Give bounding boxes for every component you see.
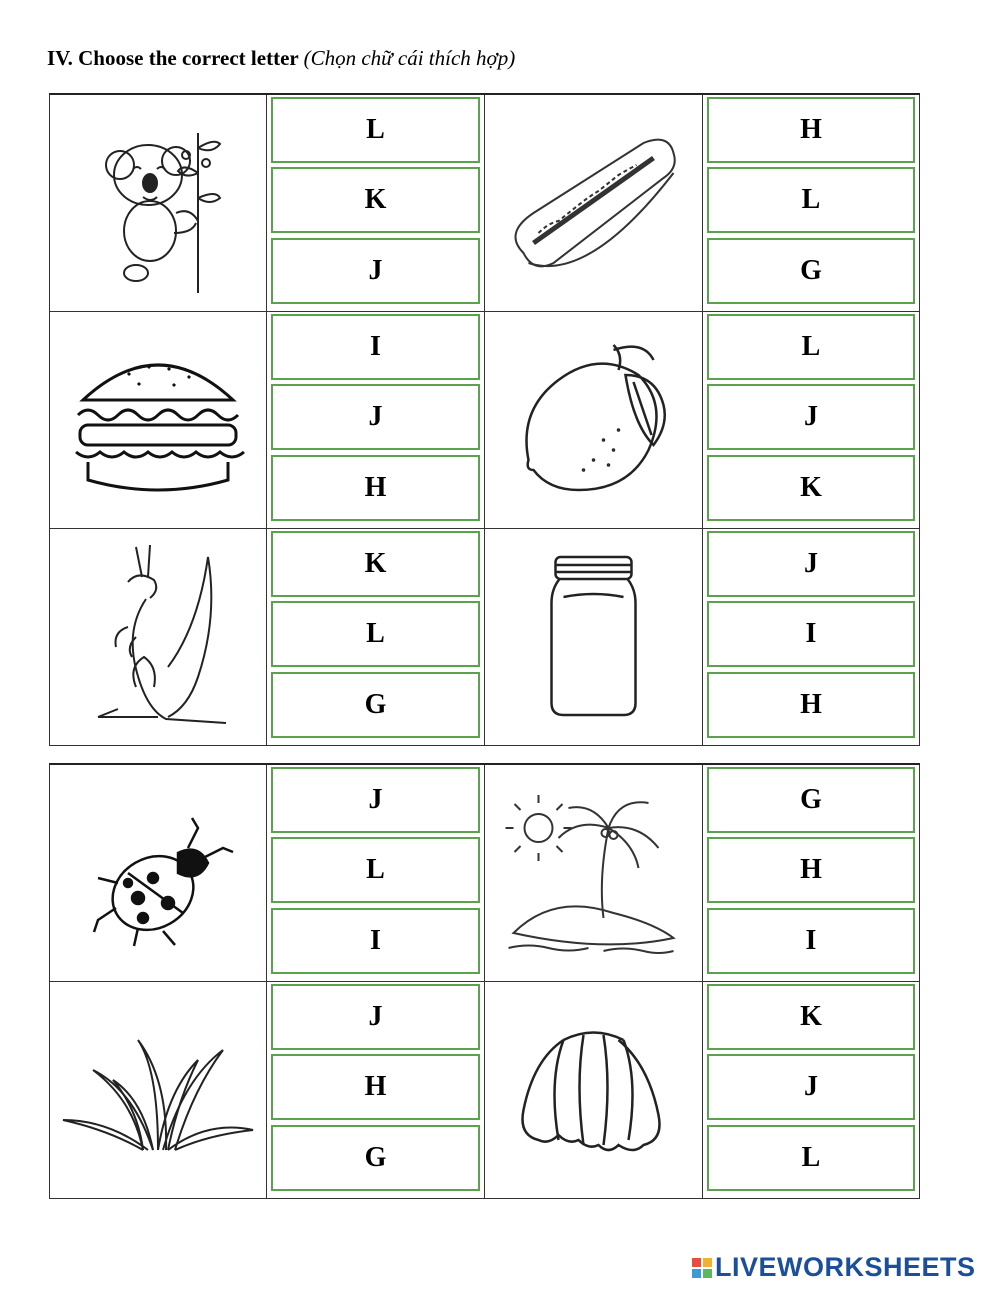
letter-option[interactable]: L: [707, 1125, 915, 1191]
options-cell: [703, 765, 920, 981]
title-main: IV. Choose the correct letter: [47, 46, 299, 70]
picture-cell: [50, 529, 267, 745]
letter-option[interactable]: L: [271, 97, 480, 163]
letter-option[interactable]: H: [271, 455, 480, 521]
letter-option[interactable]: J: [271, 238, 480, 304]
hamburger-picture: [58, 320, 258, 520]
options-cell: [267, 765, 485, 981]
liveworksheets-logo: [692, 1252, 976, 1283]
letter-option[interactable]: L: [707, 167, 915, 233]
picture-cell: [50, 982, 267, 1198]
letter-option[interactable]: J: [707, 531, 915, 597]
letter-option[interactable]: I: [271, 314, 480, 380]
letter-option[interactable]: K: [707, 984, 915, 1050]
logo-square: [703, 1269, 712, 1278]
question-row: [50, 765, 920, 982]
letter-option[interactable]: H: [707, 837, 915, 903]
letter-option[interactable]: K: [707, 455, 915, 521]
question-row: [50, 529, 920, 746]
picture-cell: [485, 312, 703, 528]
picture-cell: [485, 95, 703, 311]
options-cell: [703, 95, 920, 311]
title-sub: (Chọn chữ cái thích hợp): [303, 46, 516, 70]
options-cell: [267, 529, 485, 745]
letter-option[interactable]: I: [271, 908, 480, 974]
lemon-picture: [493, 320, 694, 520]
letter-option[interactable]: J: [271, 384, 480, 450]
letter-option[interactable]: G: [271, 672, 480, 738]
letter-option[interactable]: L: [271, 837, 480, 903]
logo-square: [692, 1258, 701, 1267]
letter-option[interactable]: J: [707, 1054, 915, 1120]
exercise-title: [47, 46, 515, 71]
logo-mark-icon: [692, 1258, 712, 1278]
question-row: [50, 312, 920, 529]
picture-cell: [50, 312, 267, 528]
koala-picture: [58, 103, 258, 303]
letter-option[interactable]: H: [707, 672, 915, 738]
hotdog-picture: [493, 103, 694, 303]
picture-cell: [50, 765, 267, 981]
logo-square: [703, 1258, 712, 1267]
letter-option[interactable]: K: [271, 167, 480, 233]
options-cell: [267, 312, 485, 528]
letter-option[interactable]: K: [271, 531, 480, 597]
picture-cell: [485, 765, 703, 981]
question-grid-2: [49, 763, 920, 1199]
letter-option[interactable]: L: [271, 601, 480, 667]
question-grid-1: [49, 93, 920, 746]
kangaroo-picture: [58, 537, 258, 737]
picture-cell: [485, 982, 703, 1198]
jar-picture: [493, 537, 694, 737]
options-cell: [267, 95, 485, 311]
options-cell: [703, 529, 920, 745]
ladybug-picture: [58, 773, 258, 973]
letter-option[interactable]: G: [707, 238, 915, 304]
island-picture: [493, 773, 694, 973]
letter-option[interactable]: G: [271, 1125, 480, 1191]
grass-picture: [58, 990, 258, 1190]
letter-option[interactable]: J: [271, 767, 480, 833]
options-cell: [703, 312, 920, 528]
letter-option[interactable]: I: [707, 908, 915, 974]
letter-option[interactable]: J: [707, 384, 915, 450]
picture-cell: [485, 529, 703, 745]
options-cell: [703, 982, 920, 1198]
letter-option[interactable]: H: [707, 97, 915, 163]
question-row: [50, 982, 920, 1199]
letter-option[interactable]: I: [707, 601, 915, 667]
letter-option[interactable]: L: [707, 314, 915, 380]
options-cell: [267, 982, 485, 1198]
picture-cell: [50, 95, 267, 311]
logo-text: LIVEWORKSHEETS: [715, 1252, 976, 1282]
question-row: [50, 95, 920, 312]
letter-option[interactable]: J: [271, 984, 480, 1050]
jelly-picture: [493, 990, 694, 1190]
logo-square: [692, 1269, 701, 1278]
letter-option[interactable]: G: [707, 767, 915, 833]
letter-option[interactable]: H: [271, 1054, 480, 1120]
